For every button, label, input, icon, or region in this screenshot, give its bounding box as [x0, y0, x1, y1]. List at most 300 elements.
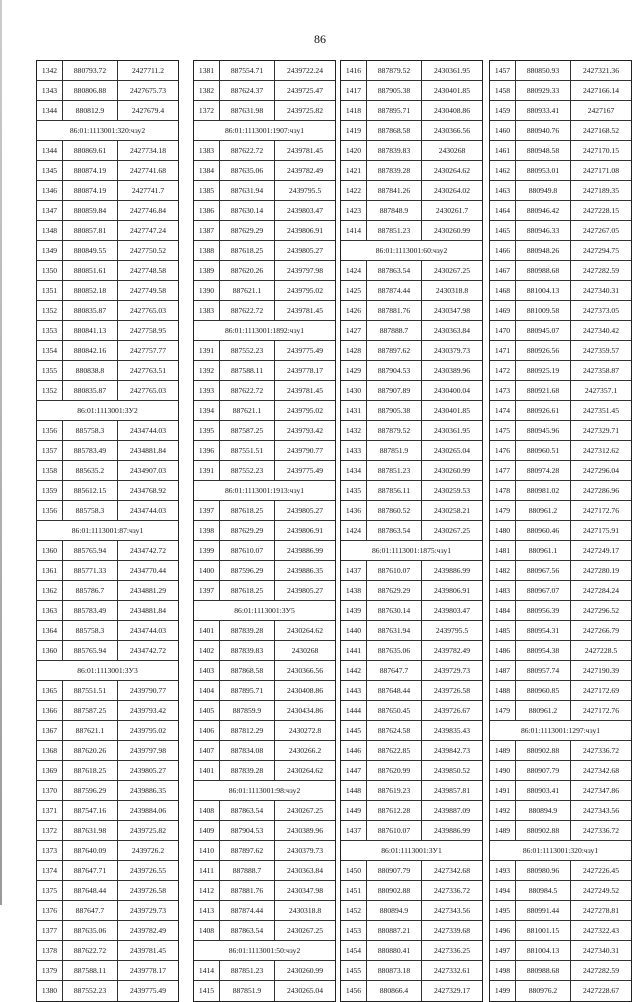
table-row [490, 161, 631, 181]
y-coordinate: 2427167 [587, 106, 615, 115]
x-coordinate: 887640.09 [63, 841, 118, 860]
y-coordinate: 2427312.62 [582, 446, 620, 455]
point-number: 1350 [37, 261, 63, 280]
table-row [341, 381, 482, 401]
x-coordinate: 887851.23 [367, 461, 422, 480]
table-row [37, 841, 178, 861]
table-row [490, 521, 631, 541]
parcel-header-row: 86:01:1113001:1913:чзу1 [194, 481, 335, 501]
x-coordinate: 887619.23 [367, 781, 422, 800]
x-coordinate: 887551.51 [63, 681, 118, 700]
point-number: 1456 [341, 981, 367, 1001]
point-number: 1453 [341, 921, 367, 940]
x-coordinate: 887863.54 [220, 921, 275, 940]
point-number: 1492 [490, 801, 516, 820]
table-row [490, 941, 631, 961]
x-coordinate: 887860.52 [367, 501, 422, 520]
point-number: 1494 [490, 881, 516, 900]
x-coordinate: 880925.19 [516, 361, 571, 380]
y-coordinate: 2439795.02 [286, 286, 324, 295]
x-coordinate: 887621.1 [220, 281, 275, 300]
x-coordinate: 885758.3 [63, 421, 118, 440]
y-coordinate: 2427228.5 [584, 646, 618, 655]
x-coordinate: 887610.07 [367, 561, 422, 580]
point-number: 1466 [490, 241, 516, 260]
x-coordinate: 887863.54 [220, 801, 275, 820]
x-coordinate: 887587.25 [220, 421, 275, 440]
x-coordinate: 880894.9 [367, 901, 422, 920]
table-row [490, 541, 631, 561]
table-row [194, 181, 335, 201]
table-row [341, 321, 482, 341]
y-coordinate: 2439726.55 [129, 866, 167, 875]
x-coordinate: 887610.07 [367, 821, 422, 840]
point-number: 1374 [37, 861, 63, 880]
table-row [37, 741, 178, 761]
point-number: 1400 [194, 561, 220, 580]
point-number: 1484 [490, 601, 516, 620]
y-coordinate: 2427332.61 [433, 966, 471, 975]
table-row [194, 301, 335, 321]
table-row [37, 721, 178, 741]
table-row [37, 441, 178, 461]
table-row [194, 561, 335, 581]
y-coordinate: 2439790.77 [286, 446, 324, 455]
table-row [341, 901, 482, 921]
y-coordinate: 2434742.72 [129, 646, 167, 655]
y-coordinate: 2427675.73 [129, 86, 167, 95]
y-coordinate: 2430260.99 [433, 226, 471, 235]
table-row [490, 561, 631, 581]
table-row [37, 301, 178, 321]
x-coordinate: 885765.94 [63, 641, 118, 660]
point-number: 1472 [490, 361, 516, 380]
table-row [490, 221, 631, 241]
y-coordinate: 2430260.99 [286, 966, 324, 975]
point-number: 1386 [194, 201, 220, 220]
x-coordinate: 881004.13 [516, 281, 571, 300]
point-number: 1420 [341, 141, 367, 160]
table-row [194, 841, 335, 861]
y-coordinate: 2427749.58 [129, 286, 167, 295]
point-number: 1437 [341, 561, 367, 580]
table-row [194, 881, 335, 901]
table-row [490, 481, 631, 501]
x-coordinate: 885786.7 [63, 581, 118, 600]
y-coordinate: 2427340.31 [582, 286, 620, 295]
table-row [194, 381, 335, 401]
y-coordinate: 2430265.04 [433, 446, 471, 455]
x-coordinate: 880849.55 [63, 241, 118, 260]
point-number: 1377 [37, 921, 63, 940]
point-number: 1349 [37, 241, 63, 260]
y-coordinate: 2427228.15 [582, 206, 620, 215]
y-coordinate: 2427226.45 [582, 866, 620, 875]
parcel-header-row: 86:01:1113001:50:чзу2 [194, 941, 335, 961]
table-row [37, 901, 178, 921]
x-coordinate: 887612.28 [367, 801, 422, 820]
y-coordinate: 2434744.03 [129, 426, 167, 435]
x-coordinate: 887648.44 [367, 681, 422, 700]
table-row [194, 701, 335, 721]
table-row [37, 101, 178, 121]
point-number: 1450 [341, 861, 367, 880]
table-row [194, 241, 335, 261]
y-coordinate: 2439886.99 [433, 566, 471, 575]
y-coordinate: 2439781.45 [286, 386, 324, 395]
y-coordinate: 2427190.39 [582, 666, 620, 675]
table-row [490, 321, 631, 341]
y-coordinate: 2427765.03 [129, 306, 167, 315]
y-coordinate: 2439781.45 [129, 946, 167, 955]
y-coordinate: 2427359.57 [582, 346, 620, 355]
point-number: 1485 [490, 621, 516, 640]
table-row [490, 781, 631, 801]
table-row [341, 201, 482, 221]
x-coordinate: 880866.4 [367, 981, 422, 1001]
table-row [341, 301, 482, 321]
point-number: 1454 [341, 941, 367, 960]
x-coordinate: 887863.54 [367, 261, 422, 280]
y-coordinate: 2430264.62 [433, 166, 471, 175]
table-row [194, 581, 335, 601]
x-coordinate: 880945.07 [516, 321, 571, 340]
point-number: 1419 [341, 121, 367, 140]
x-coordinate: 880961.2 [516, 701, 571, 720]
y-coordinate: 2430361.95 [433, 426, 471, 435]
point-number: 1437 [341, 821, 367, 840]
table-row [194, 281, 335, 301]
point-number: 1467 [490, 261, 516, 280]
x-coordinate: 880956.39 [516, 601, 571, 620]
x-coordinate: 887874.44 [367, 281, 422, 300]
x-coordinate: 880954.31 [516, 621, 571, 640]
x-coordinate: 887851.23 [367, 221, 422, 240]
x-coordinate: 887848.9 [367, 201, 422, 220]
x-coordinate: 887629.29 [220, 521, 275, 540]
y-coordinate: 2439805.27 [286, 586, 324, 595]
y-coordinate: 2439886.35 [129, 786, 167, 795]
y-coordinate: 2427340.31 [582, 946, 620, 955]
table-row [37, 261, 178, 281]
x-coordinate: 887841.26 [367, 181, 422, 200]
x-coordinate: 887895.71 [220, 681, 275, 700]
x-coordinate: 880967.07 [516, 581, 571, 600]
y-coordinate: 2430264.62 [286, 626, 324, 635]
table-row [490, 281, 631, 301]
table-row [490, 301, 631, 321]
point-number: 1482 [490, 561, 516, 580]
point-number: 1353 [37, 321, 63, 340]
table-row [341, 721, 482, 741]
y-coordinate: 2439835.43 [433, 726, 471, 735]
table-row [490, 801, 631, 821]
point-number: 1373 [37, 841, 63, 860]
y-coordinate: 2439795.02 [286, 406, 324, 415]
x-coordinate: 887897.62 [367, 341, 422, 360]
x-coordinate: 880974.28 [516, 461, 571, 480]
table-row [490, 101, 631, 121]
x-coordinate: 885765.94 [63, 541, 118, 560]
point-number: 1387 [194, 221, 220, 240]
table-row [490, 81, 631, 101]
x-coordinate: 887618.25 [220, 241, 275, 260]
y-coordinate: 2427357.1 [584, 386, 618, 395]
x-coordinate: 887839.28 [367, 161, 422, 180]
table-row [341, 581, 482, 601]
point-number: 1413 [194, 901, 220, 920]
point-number: 1405 [194, 701, 220, 720]
point-number: 1401 [194, 621, 220, 640]
x-coordinate: 887596.29 [220, 561, 275, 580]
point-number: 1479 [490, 501, 516, 520]
x-coordinate: 887588.11 [220, 361, 275, 380]
y-coordinate: 2439781.45 [286, 146, 324, 155]
x-coordinate: 880929.33 [516, 81, 571, 100]
table-row [490, 901, 631, 921]
point-number: 1398 [194, 521, 220, 540]
y-coordinate: 2439793.42 [129, 706, 167, 715]
x-coordinate: 887834.08 [220, 741, 275, 760]
y-coordinate: 2434907.03 [129, 466, 167, 475]
y-coordinate: 2427286.96 [582, 486, 620, 495]
x-coordinate: 880907.79 [367, 861, 422, 880]
y-coordinate: 2439887.09 [433, 806, 471, 815]
y-coordinate: 2430347.98 [286, 886, 324, 895]
point-number: 1354 [37, 341, 63, 360]
table-row [37, 141, 178, 161]
table-row [490, 581, 631, 601]
point-number: 1358 [37, 461, 63, 480]
point-number: 1380 [37, 981, 63, 1001]
point-number: 1392 [194, 361, 220, 380]
table-row [490, 361, 631, 381]
y-coordinate: 2434768.92 [129, 486, 167, 495]
point-number: 1384 [194, 161, 220, 180]
point-number: 1487 [490, 661, 516, 680]
table-row [194, 101, 335, 121]
y-coordinate: 2439778.17 [286, 366, 324, 375]
table-row [194, 141, 335, 161]
table-row [490, 821, 631, 841]
y-coordinate: 2439778.17 [129, 966, 167, 975]
y-coordinate: 2427763.51 [129, 366, 167, 375]
y-coordinate: 2439775.49 [286, 466, 324, 475]
table-row [490, 261, 631, 281]
point-number: 1343 [37, 81, 63, 100]
x-coordinate: 887851.9 [220, 981, 275, 1001]
y-coordinate: 2439842.73 [433, 746, 471, 755]
point-number: 1385 [194, 181, 220, 200]
x-coordinate: 880851.61 [63, 261, 118, 280]
table-row [37, 61, 178, 81]
point-number: 1356 [37, 501, 63, 520]
point-number: 1446 [341, 741, 367, 760]
point-number: 1409 [194, 821, 220, 840]
point-number: 1361 [37, 561, 63, 580]
y-coordinate: 2430389.96 [286, 826, 324, 835]
y-coordinate: 2427358.87 [582, 366, 620, 375]
y-coordinate: 2427351.45 [582, 406, 620, 415]
y-coordinate: 2430434.86 [286, 706, 324, 715]
y-coordinate: 2430266.2 [288, 746, 322, 755]
point-number: 1473 [490, 381, 516, 400]
point-number: 1489 [490, 741, 516, 760]
y-coordinate: 2427746.84 [129, 206, 167, 215]
table-row [37, 621, 178, 641]
point-number: 1449 [341, 801, 367, 820]
point-number: 1480 [490, 521, 516, 540]
x-coordinate: 887629.29 [220, 221, 275, 240]
x-coordinate: 887624.58 [367, 721, 422, 740]
table-row [490, 621, 631, 641]
point-number: 1421 [341, 161, 367, 180]
point-number: 1497 [490, 941, 516, 960]
parcel-header-row: 86:01:1113001:3У2 [37, 401, 178, 421]
x-coordinate: 880953.01 [516, 161, 571, 180]
point-number: 1399 [194, 541, 220, 560]
y-coordinate: 2430389.96 [433, 366, 471, 375]
x-coordinate: 880894.9 [516, 801, 571, 820]
x-coordinate: 887851.23 [220, 961, 275, 980]
point-number: 1434 [341, 461, 367, 480]
table-row [37, 681, 178, 701]
point-number: 1432 [341, 421, 367, 440]
table-row [194, 61, 335, 81]
point-number: 1394 [194, 401, 220, 420]
table-row [37, 921, 178, 941]
point-number: 1412 [194, 881, 220, 900]
x-coordinate: 881009.58 [516, 301, 571, 320]
parcel-header-row: 86:01:1113001:320:чзу2 [37, 121, 178, 141]
table-row [341, 661, 482, 681]
x-coordinate: 885612.15 [63, 481, 118, 500]
table-row [341, 681, 482, 701]
point-number: 1426 [341, 301, 367, 320]
point-number: 1367 [37, 721, 63, 740]
y-coordinate: 2434770.44 [129, 566, 167, 575]
point-number: 1455 [341, 961, 367, 980]
y-coordinate: 2427170.15 [582, 146, 620, 155]
y-coordinate: 2439782.49 [433, 646, 471, 655]
point-number: 1352 [37, 381, 63, 400]
table-row [490, 121, 631, 141]
y-coordinate: 2439725.82 [129, 826, 167, 835]
table-row [194, 981, 335, 1001]
x-coordinate: 887907.89 [367, 381, 422, 400]
y-coordinate: 2439886.99 [286, 546, 324, 555]
point-number: 1423 [341, 201, 367, 220]
x-coordinate: 880812.9 [63, 101, 118, 120]
table-row [194, 661, 335, 681]
x-coordinate: 887622.72 [63, 941, 118, 960]
point-number: 1476 [490, 441, 516, 460]
x-coordinate: 880940.76 [516, 121, 571, 140]
point-number: 1404 [194, 681, 220, 700]
y-coordinate: 2434744.03 [129, 506, 167, 515]
x-coordinate: 885771.33 [63, 561, 118, 580]
x-coordinate: 887610.07 [220, 541, 275, 560]
y-coordinate: 2427249.17 [582, 546, 620, 555]
point-number: 1362 [37, 581, 63, 600]
x-coordinate: 880933.41 [516, 101, 571, 120]
y-coordinate: 2427266.79 [582, 626, 620, 635]
x-coordinate: 880946.42 [516, 201, 571, 220]
table-row [194, 261, 335, 281]
x-coordinate: 880980.96 [516, 861, 571, 880]
table-row [490, 461, 631, 481]
table-row [37, 501, 178, 521]
table-row [490, 861, 631, 881]
point-number: 1442 [341, 661, 367, 680]
y-coordinate: 2427172.76 [582, 506, 620, 515]
x-coordinate: 887881.76 [220, 881, 275, 900]
point-number: 1443 [341, 681, 367, 700]
y-coordinate: 2427249.52 [582, 886, 620, 895]
table-row [194, 741, 335, 761]
x-coordinate: 881001.15 [516, 921, 571, 940]
point-number: 1458 [490, 81, 516, 100]
point-number: 1347 [37, 201, 63, 220]
table-row [341, 341, 482, 361]
y-coordinate: 2427336.72 [433, 886, 471, 895]
table-row [194, 541, 335, 561]
x-coordinate: 887812.29 [220, 721, 275, 740]
x-coordinate: 887868.58 [220, 661, 275, 680]
point-number: 1352 [37, 301, 63, 320]
point-number: 1479 [490, 701, 516, 720]
y-coordinate: 2430366.56 [286, 666, 324, 675]
y-coordinate: 2434742.72 [129, 546, 167, 555]
point-number: 1376 [37, 901, 63, 920]
table-row [194, 341, 335, 361]
x-coordinate: 887630.14 [220, 201, 275, 220]
x-coordinate: 887897.62 [220, 841, 275, 860]
y-coordinate: 2427282.59 [582, 966, 620, 975]
point-number: 1382 [194, 81, 220, 100]
y-coordinate: 2439726.67 [433, 706, 471, 715]
y-coordinate: 2430379.73 [433, 346, 471, 355]
point-number: 1371 [37, 801, 63, 820]
y-coordinate: 2439795.5 [435, 626, 469, 635]
point-number: 1496 [490, 921, 516, 940]
table-row [37, 361, 178, 381]
point-number: 1415 [194, 981, 220, 1001]
y-coordinate: 2439795.02 [129, 726, 167, 735]
x-coordinate: 880948.26 [516, 241, 571, 260]
x-coordinate: 880907.79 [516, 761, 571, 780]
y-coordinate: 2439725.47 [286, 86, 324, 95]
x-coordinate: 887622.72 [220, 381, 275, 400]
point-number: 1396 [194, 441, 220, 460]
point-number: 1424 [341, 261, 367, 280]
y-coordinate: 2439781.45 [286, 306, 324, 315]
x-coordinate: 887618.25 [220, 501, 275, 520]
table-row [194, 461, 335, 481]
y-coordinate: 2439782.49 [129, 926, 167, 935]
table-row [341, 221, 482, 241]
point-number: 1379 [37, 961, 63, 980]
table-row [341, 441, 482, 461]
table-row [341, 621, 482, 641]
point-number: 1407 [194, 741, 220, 760]
x-coordinate: 880841.13 [63, 321, 118, 340]
y-coordinate: 2439729.73 [433, 666, 471, 675]
x-coordinate: 880961.1 [516, 541, 571, 560]
y-coordinate: 2439782.49 [286, 166, 324, 175]
table-row [490, 141, 631, 161]
y-coordinate: 2427166.14 [582, 86, 620, 95]
